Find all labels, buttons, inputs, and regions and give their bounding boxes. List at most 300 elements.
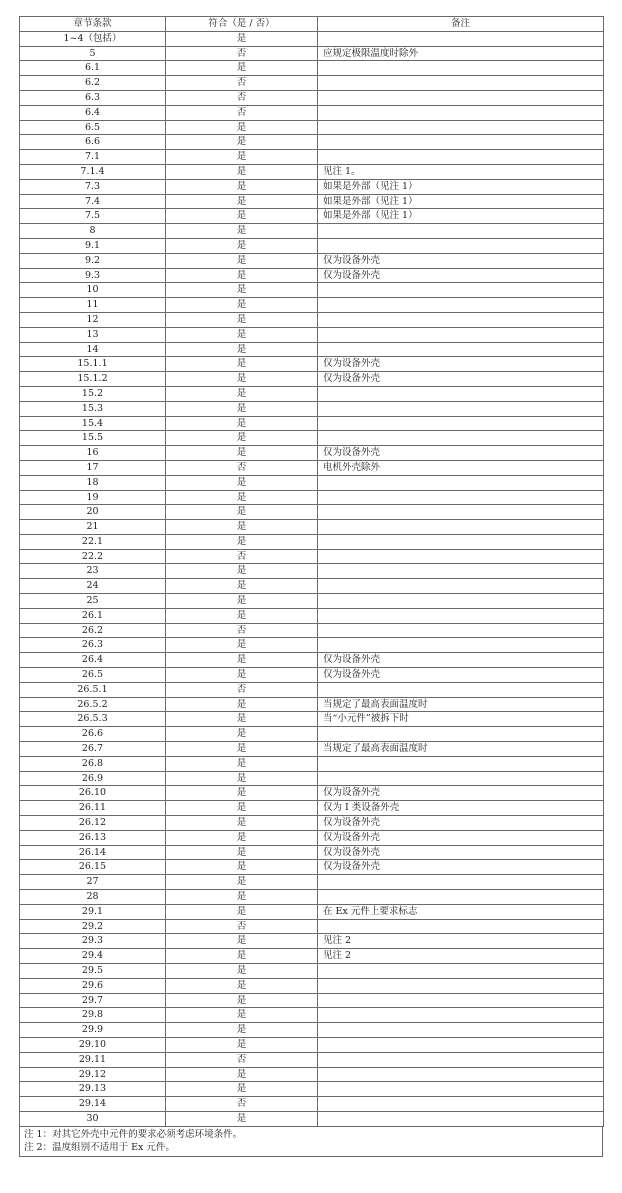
conforms-cell: 是 xyxy=(166,1111,318,1126)
conforms-cell: 是 xyxy=(166,727,318,742)
table-row xyxy=(20,564,604,579)
table-row xyxy=(20,224,604,239)
conforms-cell: 是 xyxy=(166,1008,318,1023)
remarks-cell xyxy=(318,594,604,609)
table-row xyxy=(20,431,604,446)
remarks-cell: 仅为设备外壳 xyxy=(318,816,604,831)
conforms-cell: 是 xyxy=(166,712,318,727)
table-row xyxy=(20,875,604,890)
remarks-cell: 仅为设备外壳 xyxy=(318,446,604,461)
clause-cell: 29.14 xyxy=(20,1097,166,1112)
conforms-cell: 是 xyxy=(166,993,318,1008)
table-row xyxy=(20,209,604,224)
clause-cell: 1~4（包括） xyxy=(20,31,166,46)
remarks-cell: 仅为设备外壳 xyxy=(318,786,604,801)
table-row xyxy=(20,460,604,475)
table-row xyxy=(20,860,604,875)
conforms-cell: 是 xyxy=(166,534,318,549)
table-row xyxy=(20,401,604,416)
conforms-cell: 是 xyxy=(166,816,318,831)
remarks-cell xyxy=(318,90,604,105)
remarks-cell: 仅为设备外壳 xyxy=(318,372,604,387)
clause-cell: 26.5.2 xyxy=(20,697,166,712)
clause-cell: 21 xyxy=(20,520,166,535)
remarks-cell xyxy=(318,608,604,623)
remarks-cell xyxy=(318,1008,604,1023)
table-row xyxy=(20,756,604,771)
remarks-cell: 如果是外部（见注 1） xyxy=(318,179,604,194)
table-row xyxy=(20,668,604,683)
table-row xyxy=(20,608,604,623)
conforms-cell: 是 xyxy=(166,372,318,387)
table-row xyxy=(20,1082,604,1097)
remarks-cell: 当规定了最高表面温度时 xyxy=(318,697,604,712)
table-row xyxy=(20,682,604,697)
remarks-cell xyxy=(318,638,604,653)
conforms-cell: 否 xyxy=(166,105,318,120)
clause-cell: 29.7 xyxy=(20,993,166,1008)
clause-cell: 22.1 xyxy=(20,534,166,549)
conforms-cell: 是 xyxy=(166,978,318,993)
conforms-cell: 否 xyxy=(166,1097,318,1112)
header-conforms: 符合（是 / 否） xyxy=(166,17,318,32)
table-row xyxy=(20,194,604,209)
clause-cell: 23 xyxy=(20,564,166,579)
table-row xyxy=(20,1023,604,1038)
conforms-cell: 是 xyxy=(166,150,318,165)
remarks-cell: 当规定了最高表面温度时 xyxy=(318,742,604,757)
remarks-cell: 电机外壳除外 xyxy=(318,460,604,475)
conforms-cell: 是 xyxy=(166,860,318,875)
header-remarks: 备注 xyxy=(318,17,604,32)
conforms-cell: 是 xyxy=(166,135,318,150)
clause-cell: 7.1 xyxy=(20,150,166,165)
table-row xyxy=(20,342,604,357)
clause-cell: 29.11 xyxy=(20,1052,166,1067)
clause-cell: 28 xyxy=(20,890,166,905)
table-row xyxy=(20,1111,604,1126)
clause-cell: 29.9 xyxy=(20,1023,166,1038)
table-row xyxy=(20,816,604,831)
conforms-cell: 是 xyxy=(166,298,318,313)
clause-cell: 10 xyxy=(20,283,166,298)
clause-cell: 26.4 xyxy=(20,653,166,668)
clause-cell: 6.3 xyxy=(20,90,166,105)
conforms-cell: 否 xyxy=(166,460,318,475)
conforms-cell: 是 xyxy=(166,1023,318,1038)
remarks-cell xyxy=(318,61,604,76)
conforms-cell: 是 xyxy=(166,904,318,919)
clause-cell: 15.1.2 xyxy=(20,372,166,387)
clause-cell: 26.12 xyxy=(20,816,166,831)
table-row xyxy=(20,934,604,949)
conforms-cell: 是 xyxy=(166,756,318,771)
table-row xyxy=(20,253,604,268)
remarks-cell xyxy=(318,224,604,239)
remarks-cell xyxy=(318,283,604,298)
table-row xyxy=(20,623,604,638)
table-row xyxy=(20,742,604,757)
clause-cell: 9.1 xyxy=(20,238,166,253)
table-row xyxy=(20,238,604,253)
table-row xyxy=(20,164,604,179)
clause-cell: 29.1 xyxy=(20,904,166,919)
notes-section xyxy=(19,1127,603,1157)
conforms-cell: 是 xyxy=(166,401,318,416)
remarks-cell: 仅为设备外壳 xyxy=(318,830,604,845)
clause-cell: 26.13 xyxy=(20,830,166,845)
conforms-cell: 是 xyxy=(166,120,318,135)
conforms-cell: 是 xyxy=(166,771,318,786)
clause-cell: 29.5 xyxy=(20,964,166,979)
table-row xyxy=(20,771,604,786)
remarks-cell xyxy=(318,1082,604,1097)
conforms-cell: 是 xyxy=(166,61,318,76)
remarks-cell xyxy=(318,549,604,564)
remarks-cell xyxy=(318,327,604,342)
table-row xyxy=(20,76,604,91)
conforms-cell: 是 xyxy=(166,238,318,253)
table-row xyxy=(20,386,604,401)
clause-cell: 26.7 xyxy=(20,742,166,757)
clause-cell: 7.3 xyxy=(20,179,166,194)
conforms-cell: 是 xyxy=(166,845,318,860)
conforms-cell: 是 xyxy=(166,490,318,505)
remarks-cell: 应规定极限温度时除外 xyxy=(318,46,604,61)
clause-cell: 15.5 xyxy=(20,431,166,446)
clause-cell: 29.12 xyxy=(20,1067,166,1082)
clause-cell: 29.6 xyxy=(20,978,166,993)
clause-cell: 26.5.3 xyxy=(20,712,166,727)
table-row xyxy=(20,490,604,505)
remarks-cell xyxy=(318,978,604,993)
conforms-cell: 是 xyxy=(166,312,318,327)
remarks-cell xyxy=(318,490,604,505)
remarks-cell xyxy=(318,120,604,135)
clause-cell: 25 xyxy=(20,594,166,609)
remarks-cell xyxy=(318,919,604,934)
table-row xyxy=(20,890,604,905)
remarks-cell xyxy=(318,1052,604,1067)
conforms-cell: 是 xyxy=(166,194,318,209)
remarks-cell xyxy=(318,505,604,520)
conforms-cell: 是 xyxy=(166,431,318,446)
conforms-cell: 是 xyxy=(166,608,318,623)
table-row xyxy=(20,653,604,668)
remarks-cell: 如果是外部（见注 1） xyxy=(318,194,604,209)
table-row xyxy=(20,312,604,327)
table-row xyxy=(20,801,604,816)
remarks-cell: 见注 2 xyxy=(318,949,604,964)
conforms-cell: 是 xyxy=(166,327,318,342)
clause-cell: 15.3 xyxy=(20,401,166,416)
conforms-cell: 是 xyxy=(166,830,318,845)
header-clause: 章节条款 xyxy=(20,17,166,32)
clause-cell: 24 xyxy=(20,579,166,594)
remarks-cell xyxy=(318,623,604,638)
conforms-cell: 是 xyxy=(166,357,318,372)
table-row xyxy=(20,697,604,712)
clause-cell: 12 xyxy=(20,312,166,327)
clause-cell: 7.4 xyxy=(20,194,166,209)
conforms-cell: 是 xyxy=(166,786,318,801)
table-row xyxy=(20,135,604,150)
conforms-cell: 否 xyxy=(166,549,318,564)
clause-cell: 8 xyxy=(20,224,166,239)
conforms-cell: 是 xyxy=(166,934,318,949)
clause-cell: 30 xyxy=(20,1111,166,1126)
remarks-cell: 当“小元件”被拆下时 xyxy=(318,712,604,727)
table-row xyxy=(20,520,604,535)
clause-cell: 19 xyxy=(20,490,166,505)
clause-cell: 29.8 xyxy=(20,1008,166,1023)
remarks-cell: 仅为设备外壳 xyxy=(318,860,604,875)
clause-cell: 6.1 xyxy=(20,61,166,76)
remarks-cell xyxy=(318,342,604,357)
table-row xyxy=(20,31,604,46)
conforms-cell: 是 xyxy=(166,668,318,683)
conforms-cell: 是 xyxy=(166,579,318,594)
conforms-cell: 是 xyxy=(166,594,318,609)
remarks-cell xyxy=(318,756,604,771)
table-row xyxy=(20,1067,604,1082)
remarks-cell xyxy=(318,727,604,742)
clause-cell: 17 xyxy=(20,460,166,475)
clause-cell: 26.5 xyxy=(20,668,166,683)
table-row xyxy=(20,904,604,919)
remarks-cell xyxy=(318,31,604,46)
clause-cell: 26.8 xyxy=(20,756,166,771)
clause-cell: 9.3 xyxy=(20,268,166,283)
table-row xyxy=(20,105,604,120)
remarks-cell xyxy=(318,890,604,905)
conforms-cell: 否 xyxy=(166,682,318,697)
table-row xyxy=(20,120,604,135)
table-row xyxy=(20,845,604,860)
table-row xyxy=(20,1052,604,1067)
conforms-cell: 否 xyxy=(166,46,318,61)
conforms-cell: 是 xyxy=(166,890,318,905)
conforms-cell: 是 xyxy=(166,31,318,46)
conforms-cell: 否 xyxy=(166,76,318,91)
table-row xyxy=(20,579,604,594)
remarks-cell xyxy=(318,312,604,327)
remarks-cell xyxy=(318,771,604,786)
remarks-cell xyxy=(318,401,604,416)
clause-cell: 26.1 xyxy=(20,608,166,623)
conforms-cell: 是 xyxy=(166,520,318,535)
conforms-cell: 是 xyxy=(166,475,318,490)
table-body xyxy=(20,31,604,1126)
clause-cell: 27 xyxy=(20,875,166,890)
conforms-cell: 是 xyxy=(166,638,318,653)
remarks-cell xyxy=(318,534,604,549)
remarks-cell: 仅为设备外壳 xyxy=(318,845,604,860)
clause-cell: 6.6 xyxy=(20,135,166,150)
clause-cell: 29.2 xyxy=(20,919,166,934)
remarks-cell: 在 Ex 元件上要求标志 xyxy=(318,904,604,919)
table-row xyxy=(20,372,604,387)
conforms-cell: 是 xyxy=(166,697,318,712)
remarks-cell xyxy=(318,564,604,579)
table-row xyxy=(20,327,604,342)
remarks-cell xyxy=(318,993,604,1008)
remarks-cell xyxy=(318,1023,604,1038)
table-row xyxy=(20,830,604,845)
conforms-cell: 是 xyxy=(166,875,318,890)
remarks-cell: 仅为设备外壳 xyxy=(318,268,604,283)
conforms-cell: 是 xyxy=(166,446,318,461)
remarks-cell xyxy=(318,105,604,120)
table-row xyxy=(20,919,604,934)
clause-cell: 15.2 xyxy=(20,386,166,401)
remarks-cell: 仅为设备外壳 xyxy=(318,668,604,683)
clause-cell: 6.5 xyxy=(20,120,166,135)
remarks-cell xyxy=(318,1037,604,1052)
remarks-cell xyxy=(318,150,604,165)
remarks-cell xyxy=(318,579,604,594)
remarks-cell xyxy=(318,416,604,431)
remarks-cell xyxy=(318,431,604,446)
remarks-cell: 仅为设备外壳 xyxy=(318,653,604,668)
conforms-cell: 是 xyxy=(166,209,318,224)
table-row xyxy=(20,268,604,283)
remarks-cell xyxy=(318,386,604,401)
conforms-cell: 是 xyxy=(166,224,318,239)
conforms-cell: 是 xyxy=(166,268,318,283)
remarks-cell xyxy=(318,238,604,253)
table-row xyxy=(20,475,604,490)
clause-cell: 15.4 xyxy=(20,416,166,431)
table-row xyxy=(20,712,604,727)
conforms-cell: 是 xyxy=(166,964,318,979)
table-row xyxy=(20,549,604,564)
clause-cell: 22.2 xyxy=(20,549,166,564)
clause-cell: 6.2 xyxy=(20,76,166,91)
conforms-cell: 否 xyxy=(166,919,318,934)
conforms-cell: 是 xyxy=(166,179,318,194)
conforms-cell: 是 xyxy=(166,253,318,268)
clause-cell: 26.3 xyxy=(20,638,166,653)
conforms-cell: 否 xyxy=(166,1052,318,1067)
clause-cell: 18 xyxy=(20,475,166,490)
note-2: 注 2：温度组别不适用于 Ex 元件。 xyxy=(24,1141,175,1153)
table-row xyxy=(20,416,604,431)
remarks-cell xyxy=(318,298,604,313)
conforms-cell: 是 xyxy=(166,505,318,520)
table-row xyxy=(20,638,604,653)
conforms-cell: 是 xyxy=(166,342,318,357)
clause-cell: 29.10 xyxy=(20,1037,166,1052)
clause-compliance-document xyxy=(19,16,603,1157)
conforms-cell: 是 xyxy=(166,801,318,816)
table-row xyxy=(20,1008,604,1023)
table-row xyxy=(20,179,604,194)
conforms-cell: 是 xyxy=(166,653,318,668)
conforms-cell: 是 xyxy=(166,416,318,431)
clause-cell: 20 xyxy=(20,505,166,520)
remarks-cell xyxy=(318,682,604,697)
conforms-cell: 否 xyxy=(166,90,318,105)
clause-cell: 13 xyxy=(20,327,166,342)
clause-cell: 16 xyxy=(20,446,166,461)
conforms-cell: 否 xyxy=(166,623,318,638)
table-row xyxy=(20,150,604,165)
remarks-cell xyxy=(318,520,604,535)
conforms-cell: 是 xyxy=(166,949,318,964)
clause-cell: 29.3 xyxy=(20,934,166,949)
table-row xyxy=(20,46,604,61)
remarks-cell: 仅为设备外壳 xyxy=(318,357,604,372)
clause-cell: 7.5 xyxy=(20,209,166,224)
table-row xyxy=(20,786,604,801)
remarks-cell: 仅为 I 类设备外壳 xyxy=(318,801,604,816)
clause-cell: 26.14 xyxy=(20,845,166,860)
table-row xyxy=(20,357,604,372)
clause-cell: 6.4 xyxy=(20,105,166,120)
clause-cell: 26.6 xyxy=(20,727,166,742)
conforms-cell: 是 xyxy=(166,564,318,579)
table-header-row xyxy=(20,17,604,32)
table-row xyxy=(20,1097,604,1112)
table-row xyxy=(20,964,604,979)
remarks-cell xyxy=(318,135,604,150)
conforms-cell: 是 xyxy=(166,164,318,179)
clause-cell: 5 xyxy=(20,46,166,61)
conforms-cell: 是 xyxy=(166,1082,318,1097)
clause-cell: 11 xyxy=(20,298,166,313)
clause-compliance-table xyxy=(19,16,604,1127)
remarks-cell xyxy=(318,475,604,490)
table-row xyxy=(20,534,604,549)
table-row xyxy=(20,446,604,461)
remarks-cell xyxy=(318,76,604,91)
conforms-cell: 是 xyxy=(166,1037,318,1052)
clause-cell: 26.11 xyxy=(20,801,166,816)
remarks-cell: 见注 1。 xyxy=(318,164,604,179)
clause-cell: 7.1.4 xyxy=(20,164,166,179)
clause-cell: 26.10 xyxy=(20,786,166,801)
clause-cell: 26.9 xyxy=(20,771,166,786)
clause-cell: 26.2 xyxy=(20,623,166,638)
clause-cell: 29.13 xyxy=(20,1082,166,1097)
clause-cell: 29.4 xyxy=(20,949,166,964)
remarks-cell xyxy=(318,1097,604,1112)
table-row xyxy=(20,993,604,1008)
remarks-cell xyxy=(318,1111,604,1126)
table-row xyxy=(20,505,604,520)
conforms-cell: 是 xyxy=(166,742,318,757)
remarks-cell xyxy=(318,964,604,979)
conforms-cell: 是 xyxy=(166,386,318,401)
table-row xyxy=(20,298,604,313)
remarks-cell: 见注 2 xyxy=(318,934,604,949)
remarks-cell: 仅为设备外壳 xyxy=(318,253,604,268)
clause-cell: 15.1.1 xyxy=(20,357,166,372)
clause-cell: 26.15 xyxy=(20,860,166,875)
table-row xyxy=(20,949,604,964)
table-row xyxy=(20,727,604,742)
clause-cell: 14 xyxy=(20,342,166,357)
note-1: 注 1：对其它外壳中元件的要求必须考虑环境条件。 xyxy=(24,1128,243,1140)
table-row xyxy=(20,1037,604,1052)
remarks-cell xyxy=(318,1067,604,1082)
remarks-cell xyxy=(318,875,604,890)
table-row xyxy=(20,90,604,105)
table-row xyxy=(20,594,604,609)
table-row xyxy=(20,61,604,76)
remarks-cell: 如果是外部（见注 1） xyxy=(318,209,604,224)
